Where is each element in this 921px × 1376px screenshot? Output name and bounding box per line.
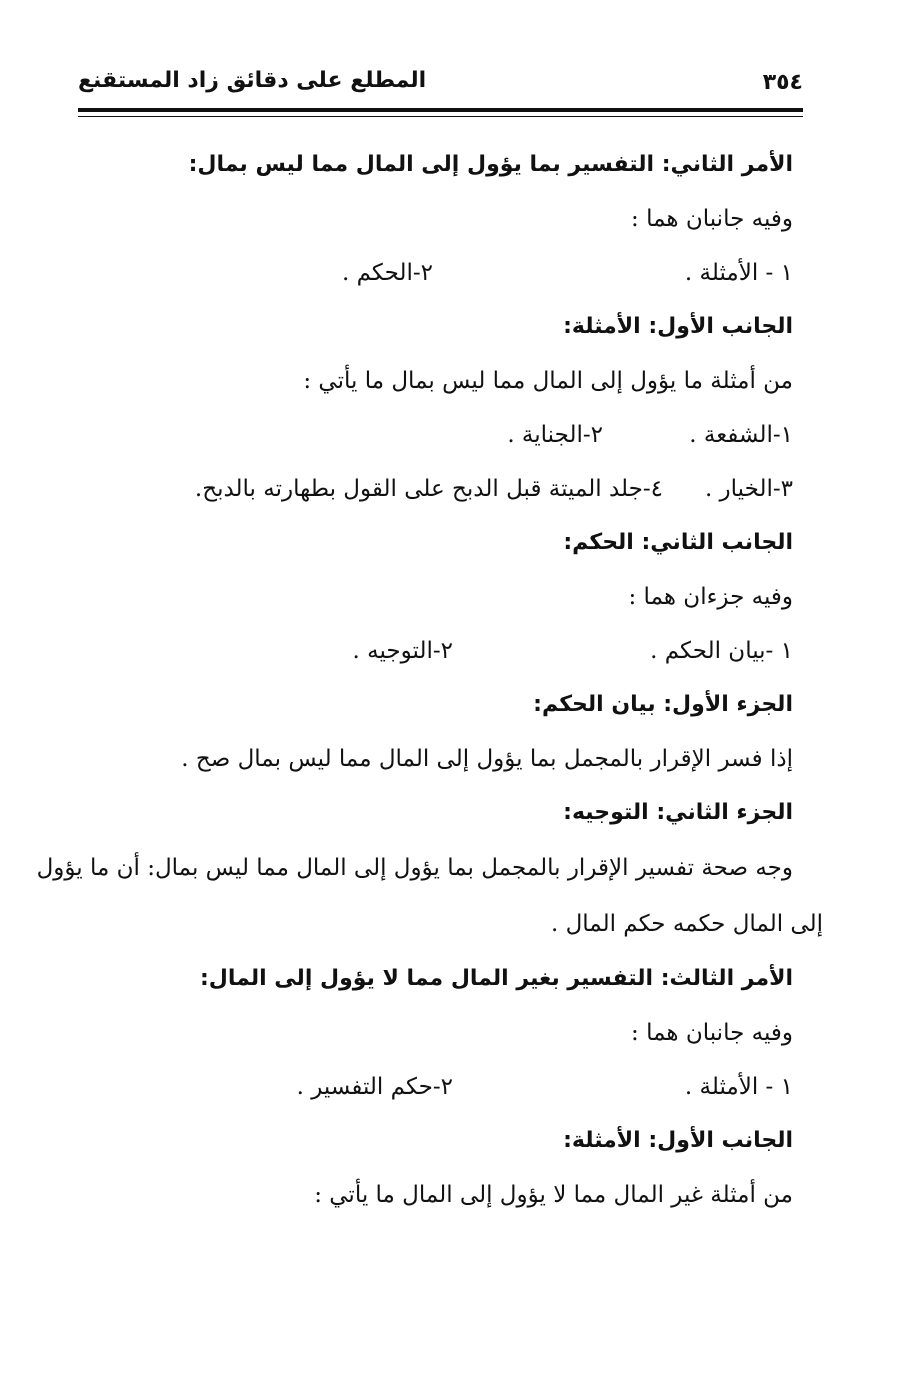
paragraph: وفيه جانبان هما : — [631, 206, 793, 232]
paragraph: وفيه جانبان هما : — [631, 1020, 793, 1046]
list-row — [70, 246, 793, 300]
list-row — [70, 408, 793, 462]
paragraph-line: إلى المال حكمه حكم المال . — [550, 911, 823, 937]
section-heading: الجزء الثاني: التوجيه: — [563, 800, 793, 825]
section-heading: الأمر الثالث: التفسير بغير المال مما لا يؤول إلى المال: — [199, 966, 793, 991]
section-heading: الأمر الثاني: التفسير بما يؤول إلى المال مما ليس بمال: — [188, 152, 793, 177]
list-item: ٣-الخيار . — [704, 476, 793, 502]
header-rule-thin — [78, 116, 803, 117]
list-item: ١ - الأمثلة . — [684, 260, 793, 286]
list-item: ٢-التوجيه . — [352, 638, 453, 664]
paragraph: من أمثلة ما يؤول إلى المال مما ليس بمال ما يأتي : — [303, 368, 793, 394]
list-item: ١ -بيان الحكم . — [650, 638, 793, 664]
list-item: ١-الشفعة . — [689, 422, 793, 448]
section-heading: الجانب الأول: الأمثلة: — [563, 1128, 793, 1153]
book-title: المطلع على دقائق زاد المستقنع — [78, 68, 427, 93]
paragraph-line: وجه صحة تفسير الإقرار بالمجمل بما يؤول إلى المال مما ليس بمال: أن ما يؤول — [36, 855, 793, 881]
list-item: ٢-حكم التفسير . — [296, 1074, 453, 1100]
header-rule-thick — [78, 108, 803, 112]
section-heading: الجانب الثاني: الحكم: — [563, 530, 793, 555]
list-row — [70, 1060, 793, 1114]
list-item: ٢-الحكم . — [341, 260, 433, 286]
paragraph: وفيه جزءان هما : — [628, 584, 793, 610]
list-item: ٢-الجناية . — [507, 422, 603, 448]
page-body — [36, 138, 823, 1222]
list-row — [70, 624, 793, 678]
section-heading: الجانب الأول: الأمثلة: — [563, 314, 793, 339]
list-item: ٤-جلد الميتة قبل الدبح على القول بطهارته بالدبح. — [194, 476, 663, 502]
paragraph: من أمثلة غير المال مما لا يؤول إلى المال ما يأتي : — [314, 1182, 793, 1208]
list-item: ١ - الأمثلة . — [684, 1074, 793, 1100]
section-heading: الجزء الأول: بيان الحكم: — [533, 692, 793, 717]
list-row — [70, 462, 793, 516]
page-header — [78, 62, 803, 110]
paragraph: إذا فسر الإقرار بالمجمل بما يؤول إلى المال مما ليس بمال صح . — [181, 746, 793, 772]
page-number: ٣٥٤ — [762, 70, 803, 95]
